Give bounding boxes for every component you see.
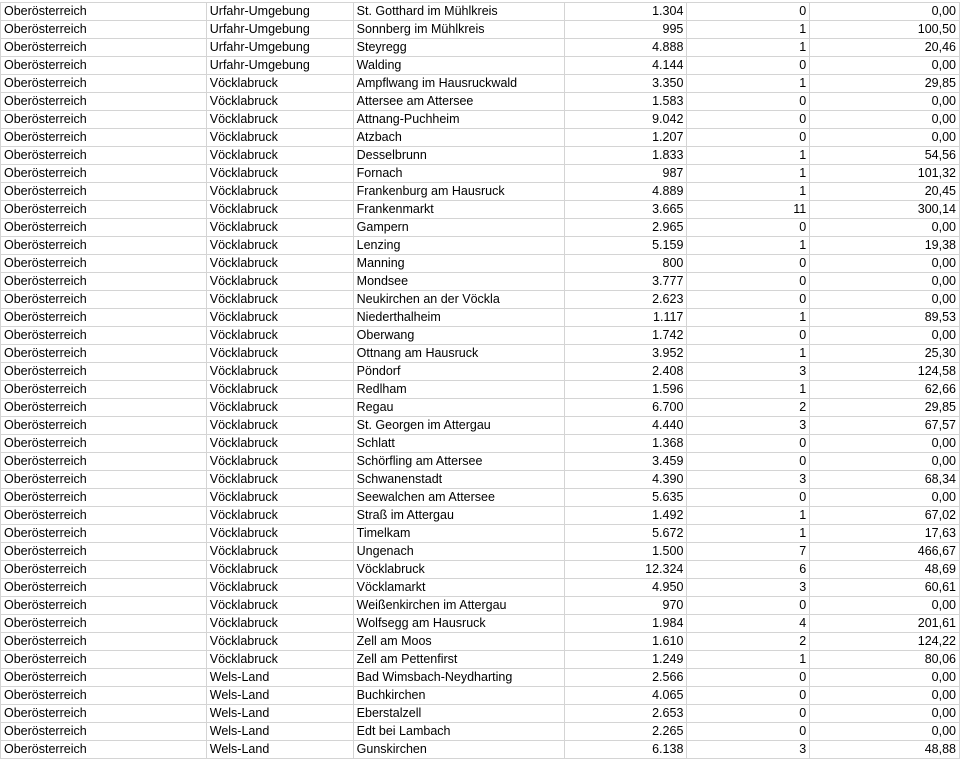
state-cell[interactable]: Oberösterreich [1,165,207,183]
table-row [1,327,960,345]
municipality-cell[interactable]: Fornach [353,165,564,183]
rate-cell[interactable]: 100,50 [810,21,960,39]
district-cell[interactable]: Vöcklabruck [206,111,353,129]
count-cell[interactable]: 0 [687,669,810,687]
population-cell[interactable]: 6.700 [564,399,687,417]
count-cell[interactable]: 3 [687,363,810,381]
state-cell[interactable]: Oberösterreich [1,201,207,219]
count-cell[interactable]: 2 [687,399,810,417]
state-cell[interactable]: Oberösterreich [1,633,207,651]
rate-cell[interactable]: 466,67 [810,543,960,561]
count-cell[interactable]: 3 [687,579,810,597]
state-cell[interactable]: Oberösterreich [1,525,207,543]
count-cell[interactable]: 4 [687,615,810,633]
count-cell[interactable]: 0 [687,129,810,147]
table-row [1,255,960,273]
count-cell[interactable]: 0 [687,435,810,453]
municipality-cell[interactable]: Pöndorf [353,363,564,381]
municipality-cell[interactable]: Ottnang am Hausruck [353,345,564,363]
district-cell[interactable]: Vöcklabruck [206,453,353,471]
district-cell[interactable]: Vöcklabruck [206,525,353,543]
district-cell[interactable]: Vöcklabruck [206,273,353,291]
state-cell[interactable]: Oberösterreich [1,381,207,399]
rate-cell[interactable]: 67,02 [810,507,960,525]
population-cell[interactable]: 2.265 [564,723,687,741]
district-cell[interactable]: Urfahr-Umgebung [206,39,353,57]
rate-cell[interactable]: 80,06 [810,651,960,669]
district-cell[interactable]: Vöcklabruck [206,435,353,453]
municipality-cell[interactable]: Ungenach [353,543,564,561]
count-cell[interactable]: 1 [687,345,810,363]
table-row [1,201,960,219]
count-cell[interactable]: 1 [687,21,810,39]
district-cell[interactable]: Vöcklabruck [206,327,353,345]
district-cell[interactable]: Vöcklabruck [206,597,353,615]
table-row [1,453,960,471]
rate-cell[interactable]: 0,00 [810,219,960,237]
state-cell[interactable]: Oberösterreich [1,507,207,525]
table-row [1,633,960,651]
rate-cell[interactable]: 0,00 [810,597,960,615]
table-row [1,417,960,435]
municipality-cell[interactable]: Redlham [353,381,564,399]
table-row [1,129,960,147]
rate-cell[interactable]: 0,00 [810,129,960,147]
district-cell[interactable]: Vöcklabruck [206,255,353,273]
district-cell[interactable]: Vöcklabruck [206,75,353,93]
population-cell[interactable]: 1.742 [564,327,687,345]
population-cell[interactable]: 1.304 [564,3,687,21]
rate-cell[interactable]: 48,69 [810,561,960,579]
rate-cell[interactable]: 25,30 [810,345,960,363]
population-cell[interactable]: 2.408 [564,363,687,381]
district-cell[interactable]: Wels-Land [206,723,353,741]
population-cell[interactable]: 6.138 [564,741,687,759]
district-cell[interactable]: Urfahr-Umgebung [206,57,353,75]
municipality-cell[interactable]: Timelkam [353,525,564,543]
state-cell[interactable]: Oberösterreich [1,471,207,489]
population-cell[interactable]: 2.623 [564,291,687,309]
count-cell[interactable]: 0 [687,453,810,471]
count-cell[interactable]: 0 [687,687,810,705]
rate-cell[interactable]: 0,00 [810,291,960,309]
rate-cell[interactable]: 29,85 [810,75,960,93]
municipality-cell[interactable]: Manning [353,255,564,273]
population-cell[interactable]: 1.833 [564,147,687,165]
table-row [1,669,960,687]
state-cell[interactable]: Oberösterreich [1,669,207,687]
state-cell[interactable]: Oberösterreich [1,741,207,759]
table-row [1,723,960,741]
table-row [1,597,960,615]
state-cell[interactable]: Oberösterreich [1,561,207,579]
rate-cell[interactable]: 124,22 [810,633,960,651]
municipality-cell[interactable]: Neukirchen an der Vöckla [353,291,564,309]
table-row [1,489,960,507]
municipality-cell[interactable]: Eberstalzell [353,705,564,723]
spreadsheet-grid [0,2,960,759]
district-cell[interactable]: Vöcklabruck [206,129,353,147]
count-cell[interactable]: 7 [687,543,810,561]
district-cell[interactable]: Vöcklabruck [206,471,353,489]
population-cell[interactable]: 1.984 [564,615,687,633]
spreadsheet-body [1,3,960,759]
rate-cell[interactable]: 124,58 [810,363,960,381]
municipality-cell[interactable]: Lenzing [353,237,564,255]
district-cell[interactable]: Urfahr-Umgebung [206,3,353,21]
population-cell[interactable]: 1.500 [564,543,687,561]
state-cell[interactable]: Oberösterreich [1,435,207,453]
table-row [1,39,960,57]
table-row [1,21,960,39]
municipality-cell[interactable]: Seewalchen am Attersee [353,489,564,507]
table-row [1,471,960,489]
district-cell[interactable]: Vöcklabruck [206,615,353,633]
rate-cell[interactable]: 0,00 [810,489,960,507]
rate-cell[interactable]: 0,00 [810,3,960,21]
population-cell[interactable]: 1.492 [564,507,687,525]
population-cell[interactable]: 2.965 [564,219,687,237]
table-row [1,219,960,237]
population-cell[interactable]: 2.566 [564,669,687,687]
state-cell[interactable]: Oberösterreich [1,489,207,507]
population-cell[interactable]: 5.635 [564,489,687,507]
municipality-cell[interactable]: Schwanenstadt [353,471,564,489]
state-cell[interactable]: Oberösterreich [1,723,207,741]
rate-cell[interactable]: 201,61 [810,615,960,633]
population-cell[interactable]: 1.207 [564,129,687,147]
count-cell[interactable]: 3 [687,471,810,489]
district-cell[interactable]: Vöcklabruck [206,219,353,237]
population-cell[interactable]: 12.324 [564,561,687,579]
table-row [1,3,960,21]
rate-cell[interactable]: 62,66 [810,381,960,399]
rate-cell[interactable]: 300,14 [810,201,960,219]
population-cell[interactable]: 987 [564,165,687,183]
district-cell[interactable]: Vöcklabruck [206,633,353,651]
count-cell[interactable]: 1 [687,651,810,669]
count-cell[interactable]: 1 [687,147,810,165]
state-cell[interactable]: Oberösterreich [1,453,207,471]
count-cell[interactable]: 0 [687,489,810,507]
district-cell[interactable]: Vöcklabruck [206,363,353,381]
state-cell[interactable]: Oberösterreich [1,57,207,75]
population-cell[interactable]: 1.596 [564,381,687,399]
municipality-cell[interactable]: Frankenmarkt [353,201,564,219]
rate-cell[interactable]: 54,56 [810,147,960,165]
municipality-cell[interactable]: Gampern [353,219,564,237]
count-cell[interactable]: 0 [687,219,810,237]
district-cell[interactable]: Vöcklabruck [206,399,353,417]
population-cell[interactable]: 4.950 [564,579,687,597]
count-cell[interactable]: 0 [687,327,810,345]
count-cell[interactable]: 2 [687,633,810,651]
municipality-cell[interactable]: Attersee am Attersee [353,93,564,111]
population-cell[interactable]: 4.390 [564,471,687,489]
population-cell[interactable]: 3.777 [564,273,687,291]
population-cell[interactable]: 5.672 [564,525,687,543]
municipality-cell[interactable]: Desselbrunn [353,147,564,165]
state-cell[interactable]: Oberösterreich [1,111,207,129]
state-cell[interactable]: Oberösterreich [1,687,207,705]
table-row [1,147,960,165]
rate-cell[interactable]: 0,00 [810,273,960,291]
table-row [1,705,960,723]
municipality-cell[interactable]: Mondsee [353,273,564,291]
population-cell[interactable]: 2.653 [564,705,687,723]
table-row [1,507,960,525]
rate-cell[interactable]: 0,00 [810,435,960,453]
population-cell[interactable]: 4.144 [564,57,687,75]
state-cell[interactable]: Oberösterreich [1,39,207,57]
district-cell[interactable]: Vöcklabruck [206,309,353,327]
municipality-cell[interactable]: Gunskirchen [353,741,564,759]
rate-cell[interactable]: 67,57 [810,417,960,435]
district-cell[interactable]: Vöcklabruck [206,237,353,255]
count-cell[interactable]: 0 [687,273,810,291]
municipality-cell[interactable]: Niederthalheim [353,309,564,327]
count-cell[interactable]: 0 [687,111,810,129]
municipality-cell[interactable]: Edt bei Lambach [353,723,564,741]
count-cell[interactable]: 3 [687,741,810,759]
population-cell[interactable]: 1.583 [564,93,687,111]
table-row [1,237,960,255]
municipality-cell[interactable]: Bad Wimsbach-Neydharting [353,669,564,687]
municipality-cell[interactable]: Buchkirchen [353,687,564,705]
state-cell[interactable]: Oberösterreich [1,651,207,669]
count-cell[interactable]: 1 [687,165,810,183]
district-cell[interactable]: Vöcklabruck [206,651,353,669]
state-cell[interactable]: Oberösterreich [1,309,207,327]
table-row [1,615,960,633]
population-cell[interactable]: 3.665 [564,201,687,219]
municipality-cell[interactable]: Weißenkirchen im Attergau [353,597,564,615]
municipality-cell[interactable]: Vöcklabruck [353,561,564,579]
state-cell[interactable]: Oberösterreich [1,255,207,273]
district-cell[interactable]: Vöcklabruck [206,165,353,183]
state-cell[interactable]: Oberösterreich [1,615,207,633]
state-cell[interactable]: Oberösterreich [1,417,207,435]
table-row [1,435,960,453]
municipality-cell[interactable]: St. Georgen im Attergau [353,417,564,435]
district-cell[interactable]: Vöcklabruck [206,417,353,435]
population-cell[interactable]: 4.888 [564,39,687,57]
district-cell[interactable]: Vöcklabruck [206,579,353,597]
population-cell[interactable]: 1.610 [564,633,687,651]
state-cell[interactable]: Oberösterreich [1,345,207,363]
table-row [1,561,960,579]
population-cell[interactable]: 970 [564,597,687,615]
municipality-cell[interactable]: Ampflwang im Hausruckwald [353,75,564,93]
rate-cell[interactable]: 48,88 [810,741,960,759]
district-cell[interactable]: Vöcklabruck [206,507,353,525]
population-cell[interactable]: 4.440 [564,417,687,435]
municipality-cell[interactable]: St. Gotthard im Mühlkreis [353,3,564,21]
municipality-cell[interactable]: Steyregg [353,39,564,57]
state-cell[interactable]: Oberösterreich [1,21,207,39]
count-cell[interactable]: 1 [687,525,810,543]
rate-cell[interactable]: 0,00 [810,327,960,345]
count-cell[interactable]: 1 [687,75,810,93]
municipality-cell[interactable]: Oberwang [353,327,564,345]
district-cell[interactable]: Vöcklabruck [206,147,353,165]
rate-cell[interactable]: 20,46 [810,39,960,57]
count-cell[interactable]: 1 [687,39,810,57]
table-row [1,399,960,417]
table-row [1,525,960,543]
district-cell[interactable]: Wels-Land [206,687,353,705]
population-cell[interactable]: 4.889 [564,183,687,201]
table-row [1,273,960,291]
district-cell[interactable]: Vöcklabruck [206,345,353,363]
district-cell[interactable]: Vöcklabruck [206,543,353,561]
municipality-cell[interactable]: Schörfling am Attersee [353,453,564,471]
count-cell[interactable]: 3 [687,417,810,435]
rate-cell[interactable]: 0,00 [810,57,960,75]
count-cell[interactable]: 0 [687,3,810,21]
rate-cell[interactable]: 29,85 [810,399,960,417]
table-row [1,345,960,363]
municipality-cell[interactable]: Vöcklamarkt [353,579,564,597]
table-row [1,741,960,759]
count-cell[interactable]: 0 [687,255,810,273]
count-cell[interactable]: 1 [687,237,810,255]
rate-cell[interactable]: 19,38 [810,237,960,255]
rate-cell[interactable]: 17,63 [810,525,960,543]
count-cell[interactable]: 1 [687,507,810,525]
table-row [1,75,960,93]
population-cell[interactable]: 800 [564,255,687,273]
district-cell[interactable]: Wels-Land [206,669,353,687]
population-cell[interactable]: 995 [564,21,687,39]
population-cell[interactable]: 3.459 [564,453,687,471]
state-cell[interactable]: Oberösterreich [1,147,207,165]
state-cell[interactable]: Oberösterreich [1,579,207,597]
rate-cell[interactable]: 89,53 [810,309,960,327]
municipality-cell[interactable]: Zell am Moos [353,633,564,651]
count-cell[interactable]: 1 [687,183,810,201]
count-cell[interactable]: 0 [687,291,810,309]
municipality-cell[interactable]: Attnang-Puchheim [353,111,564,129]
count-cell[interactable]: 0 [687,705,810,723]
table-row [1,363,960,381]
district-cell[interactable]: Vöcklabruck [206,561,353,579]
district-cell[interactable]: Vöcklabruck [206,489,353,507]
district-cell[interactable]: Urfahr-Umgebung [206,21,353,39]
population-cell[interactable]: 9.042 [564,111,687,129]
district-cell[interactable]: Vöcklabruck [206,381,353,399]
table-row [1,651,960,669]
municipality-cell[interactable]: Regau [353,399,564,417]
rate-cell[interactable]: 0,00 [810,687,960,705]
state-cell[interactable]: Oberösterreich [1,219,207,237]
rate-cell[interactable]: 0,00 [810,255,960,273]
municipality-cell[interactable]: Zell am Pettenfirst [353,651,564,669]
count-cell[interactable]: 0 [687,723,810,741]
state-cell[interactable]: Oberösterreich [1,363,207,381]
municipality-cell[interactable]: Walding [353,57,564,75]
municipality-cell[interactable]: Frankenburg am Hausruck [353,183,564,201]
table-row [1,93,960,111]
count-cell[interactable]: 0 [687,597,810,615]
count-cell[interactable]: 0 [687,93,810,111]
state-cell[interactable]: Oberösterreich [1,75,207,93]
population-cell[interactable]: 1.368 [564,435,687,453]
district-cell[interactable]: Vöcklabruck [206,201,353,219]
rate-cell[interactable]: 101,32 [810,165,960,183]
state-cell[interactable]: Oberösterreich [1,237,207,255]
rate-cell[interactable]: 20,45 [810,183,960,201]
rate-cell[interactable]: 0,00 [810,669,960,687]
table-row [1,183,960,201]
table-row [1,291,960,309]
state-cell[interactable]: Oberösterreich [1,597,207,615]
municipality-cell[interactable]: Schlatt [353,435,564,453]
municipality-cell[interactable]: Sonnberg im Mühlkreis [353,21,564,39]
state-cell[interactable]: Oberösterreich [1,705,207,723]
table-row [1,111,960,129]
state-cell[interactable]: Oberösterreich [1,183,207,201]
rate-cell[interactable]: 0,00 [810,723,960,741]
district-cell[interactable]: Wels-Land [206,741,353,759]
rate-cell[interactable]: 0,00 [810,705,960,723]
rate-cell[interactable]: 68,34 [810,471,960,489]
state-cell[interactable]: Oberösterreich [1,129,207,147]
count-cell[interactable]: 0 [687,57,810,75]
state-cell[interactable]: Oberösterreich [1,327,207,345]
rate-cell[interactable]: 60,61 [810,579,960,597]
count-cell[interactable]: 11 [687,201,810,219]
state-cell[interactable]: Oberösterreich [1,399,207,417]
state-cell[interactable]: Oberösterreich [1,3,207,21]
count-cell[interactable]: 1 [687,381,810,399]
table-row [1,381,960,399]
population-cell[interactable]: 3.350 [564,75,687,93]
population-cell[interactable]: 4.065 [564,687,687,705]
district-cell[interactable]: Vöcklabruck [206,291,353,309]
population-cell[interactable]: 3.952 [564,345,687,363]
table-row [1,165,960,183]
table-row [1,687,960,705]
state-cell[interactable]: Oberösterreich [1,273,207,291]
table-row [1,309,960,327]
municipality-cell[interactable]: Wolfsegg am Hausruck [353,615,564,633]
municipality-cell[interactable]: Atzbach [353,129,564,147]
district-cell[interactable]: Wels-Land [206,705,353,723]
rate-cell[interactable]: 0,00 [810,111,960,129]
district-cell[interactable]: Vöcklabruck [206,93,353,111]
population-cell[interactable]: 1.249 [564,651,687,669]
district-cell[interactable]: Vöcklabruck [206,183,353,201]
population-cell[interactable]: 5.159 [564,237,687,255]
count-cell[interactable]: 1 [687,309,810,327]
municipality-cell[interactable]: Straß im Attergau [353,507,564,525]
table-row [1,57,960,75]
rate-cell[interactable]: 0,00 [810,453,960,471]
rate-cell[interactable]: 0,00 [810,93,960,111]
state-cell[interactable]: Oberösterreich [1,291,207,309]
population-cell[interactable]: 1.117 [564,309,687,327]
table-row [1,543,960,561]
state-cell[interactable]: Oberösterreich [1,543,207,561]
state-cell[interactable]: Oberösterreich [1,93,207,111]
count-cell[interactable]: 6 [687,561,810,579]
table-row [1,579,960,597]
